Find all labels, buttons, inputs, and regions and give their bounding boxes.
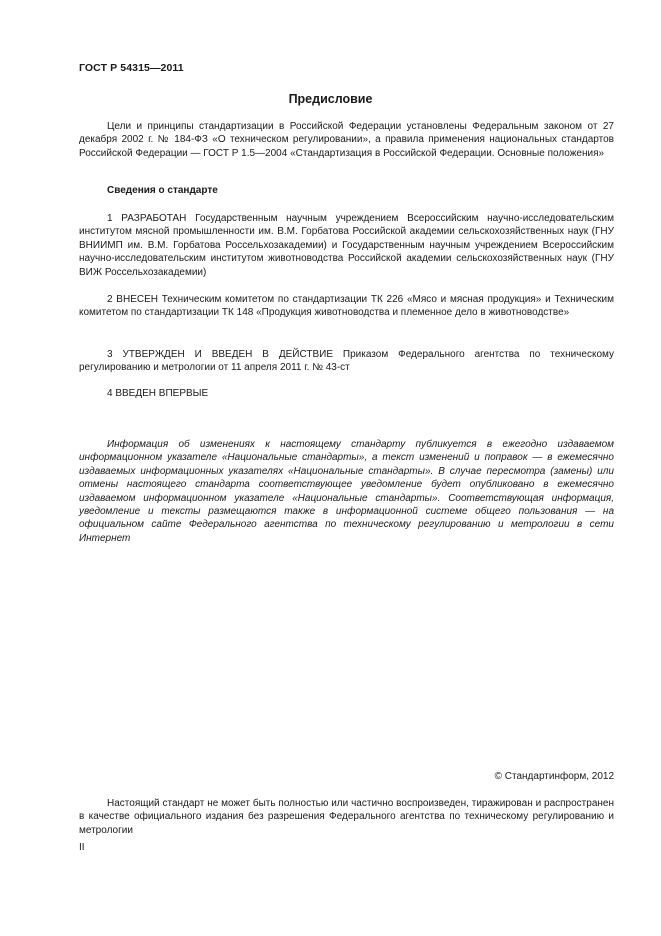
item-1-paragraph: 1 РАЗРАБОТАН Государственным научным учреждением Всероссийским научно-исследовательским институтом мясной промышленности им. В.М. Горбатова Российской академии сельскохозяйственных наук (ГНУ ВНИИМП им. В.М. Горбатова Россельхозакадемии) и Государственным научным учреждением Всероссийским научно-исследовательским институтом животноводства Российской академии сельскохозяйственных наук (ГНУ ВИЖ Россельхозакадемии) [79, 213, 614, 278]
item-3-paragraph: 3 УТВЕРЖДЕН И ВВЕДЕН В ДЕЙСТВИЕ Приказом Федерального агентства по техническому регулированию и метрологии от 11 апреля 2011 г. № 43-ст [79, 349, 614, 374]
page-title: Предисловие [288, 92, 373, 106]
intro-paragraph: Цели и принципы стандартизации в Российской Федерации установлены Федеральным законом от 27 декабря 2002 г. № 184-ФЗ «О техническом регулировании», а правила применения национальных стандартов Российской Федерации — ГОСТ Р 1.5—2004 «Стандартизация в Российской Федерации. Основные положения» [79, 121, 614, 159]
copyright-line: © Стандартинформ, 2012 [494, 771, 614, 782]
standard-code-header: ГОСТ Р 54315—2011 [79, 62, 184, 74]
page-number: II [79, 842, 85, 853]
item-4-paragraph: 4 ВВЕДЕН ВПЕРВЫЕ [107, 388, 209, 399]
reproduction-paragraph: Настоящий стандарт не может быть полностью или частично воспроизведен, тиражирован и распространен в качестве официального издания без разрешения Федерального агентства по техническому регулированию и метрологии [79, 798, 614, 836]
section-subheading: Сведения о стандарте [107, 185, 218, 196]
item-2-paragraph: 2 ВНЕСЕН Техническим комитетом по стандартизации ТК 226 «Мясо и мясная продукция» и Техническим комитетом по стандартизации ТК 148 «Продукция животноводства и племенное дело в животноводстве» [79, 294, 614, 319]
notice-paragraph: Информация об изменениях к настоящему стандарту публикуется в ежегодно издаваемом информационном указателе «Национальные стандарты», а текст изменений и поправок — в ежемесячно издаваемых информационных указателях «Национальные стандарты». В случае пересмотра (замены) или отмены настоящего стандарта соответствующее уведомление будет опубликовано в ежемесячно издаваемом информационном указателе «Национальные стандарты». Соответствующая информация, уведомление и тексты размещаются также в информационной системе общего пользования — на официальном сайте Федерального агентства по техническому регулированию и метрологии в сети Интернет [79, 439, 614, 544]
